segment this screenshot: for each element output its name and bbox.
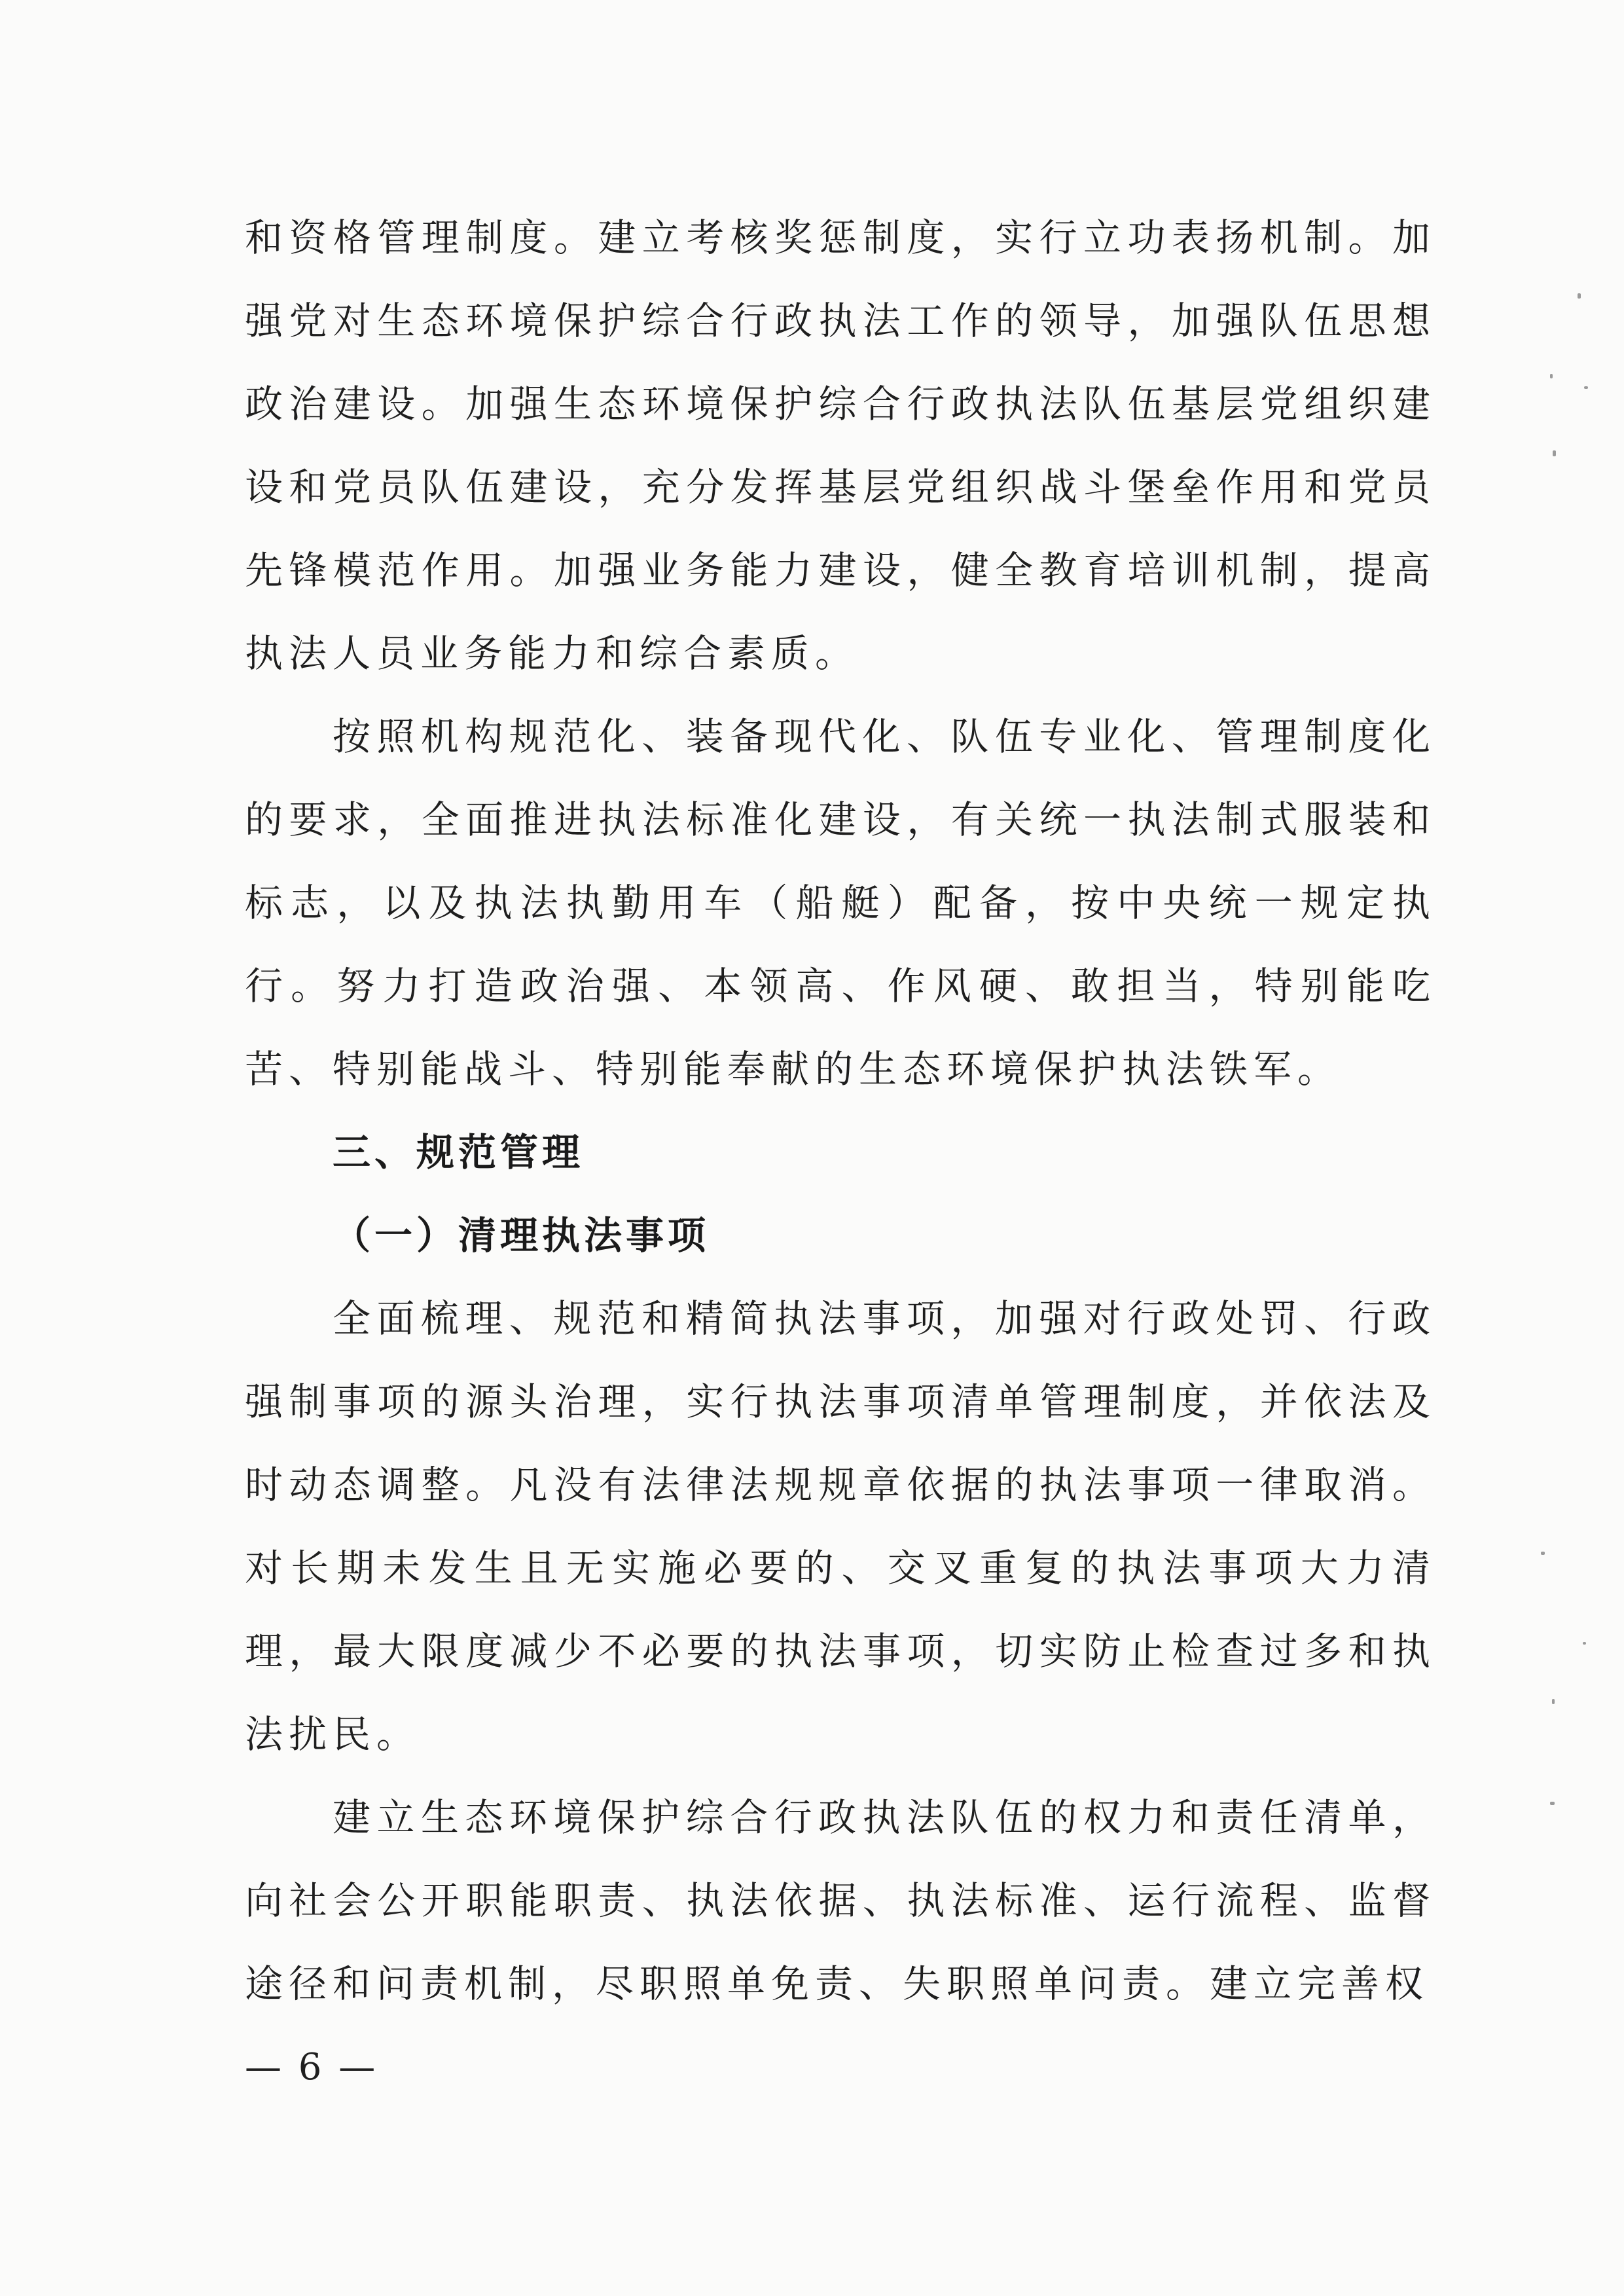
scan-speck xyxy=(1583,1642,1586,1645)
scan-speck xyxy=(1550,1802,1555,1805)
scan-speck xyxy=(1541,1552,1545,1555)
page-body xyxy=(245,196,1436,2026)
paragraph-responsibility-list: 建立生态环境保护综合行政执法队伍的权力和责任清单，向社会公开职能职责、执法依据、执法标准、运行流程、监督途径和问责机制，尽职照单免责、失职照单问责。建立完善权 xyxy=(245,1795,1436,2006)
scan-speck xyxy=(1584,386,1588,389)
scan-speck xyxy=(1550,374,1553,378)
paragraph-standardization: 按照机构规范化、装备现代化、队伍专业化、管理制度化的要求，全面推进执法标准化建设，有关统一执法制式服装和标志，以及执法执勤用车（船艇）配备，按中央统一规定执行。努力打造政治强、本领高、作风硬、敢担当，特别能吃苦、特别能战斗、特别能奉献的生态环境保护执法铁军。 xyxy=(245,714,1436,1091)
page-number: — 6 — xyxy=(245,2046,378,2088)
scan-speck xyxy=(1552,1699,1555,1704)
paragraph-enforcement-items: 全面梳理、规范和精简执法事项，加强对行政处罚、行政强制事项的源头治理，实行执法事项清单管理制度，并依法及时动态调整。凡没有法律法规规章依据的执法事项一律取消。对长期未发生且无实施必要的、交叉重复的执法事项大力清理，最大限度减少不必要的执法事项，切实防止检查过多和执法扰民。 xyxy=(245,1296,1436,1757)
sub-heading: （一）清理执法事项 xyxy=(333,1213,710,1258)
section-heading: 三、规范管理 xyxy=(333,1130,585,1175)
scan-speck xyxy=(1578,293,1581,299)
paragraph-continuation: 和资格管理制度。建立考核奖惩制度，实行立功表扬机制。加强党对生态环境保护综合行政执法工作的领导，加强队伍思想政治建设。加强生态环境保护综合行政执法队伍基层党组织建设和党员队伍建设，充分发挥基层党组织战斗堡垒作用和党员先锋模范作用。加强业务能力建设，健全教育培训机制，提高执法人员业务能力和综合素质。 xyxy=(245,215,1436,676)
scan-speck xyxy=(1553,450,1556,456)
